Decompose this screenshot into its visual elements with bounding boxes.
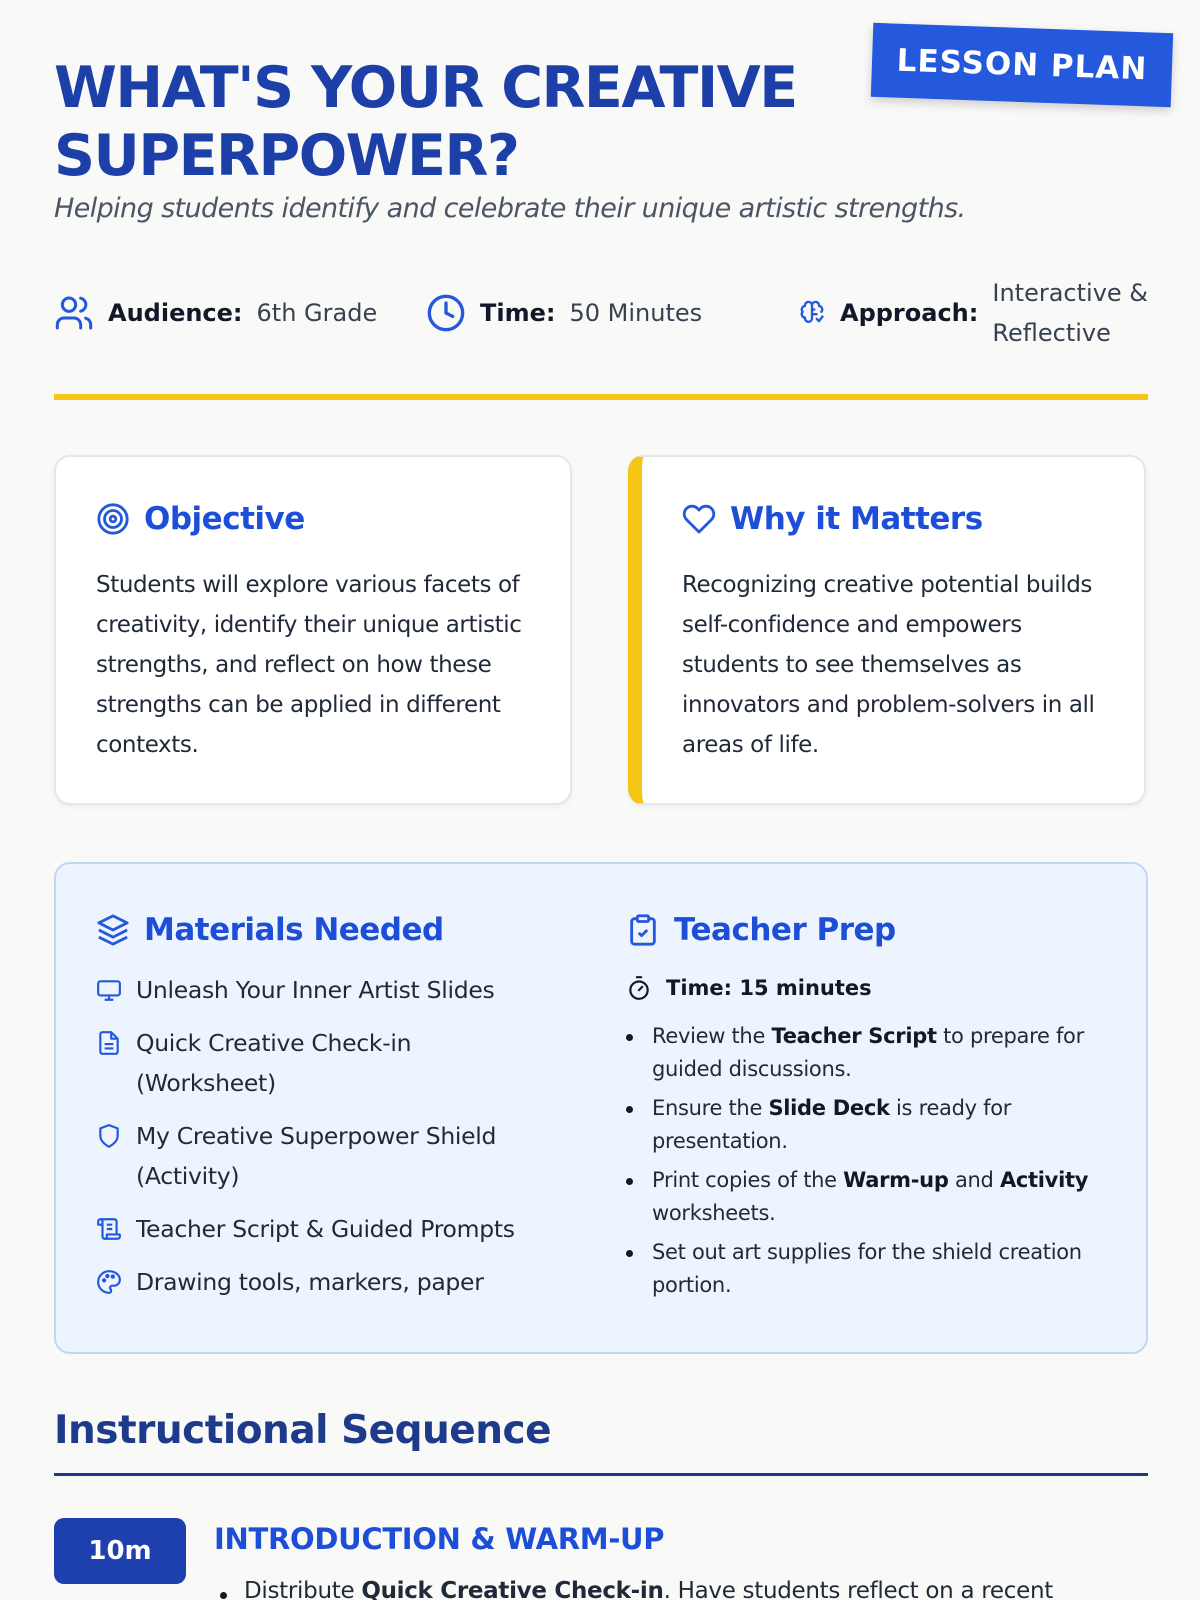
list-item [96,1116,556,1196]
users-icon [54,293,94,333]
list-item [96,970,556,1010]
objective-card [54,455,572,805]
materials-prep-panel [54,862,1148,1354]
palette-icon [96,1262,122,1302]
materials-section [96,908,556,1315]
lesson-plan-page [54,0,1148,1600]
prep-title: Teacher Prep [674,912,896,948]
shield-icon [96,1116,122,1156]
list-item: Review the Teacher Script to prepare for guided discussions. [626,1020,1106,1086]
why-text: Recognizing creative potential builds self-confidence and empowers students to see themselves as innovators and problem-solvers in all areas of life. [682,572,1095,758]
scroll-icon [96,1209,122,1249]
clipboard-check-icon [626,913,660,947]
approach-label: Approach: [840,299,979,327]
time-value: 50 Minutes [569,299,703,327]
document-icon [96,1023,122,1063]
objective-text: Students will explore various facets of creativity, identify their unique artistic strengths, and reflect on how these strengths can be applied in different contexts. [96,572,522,758]
header-divider [54,394,1148,400]
title-line-1: WHAT'S YOUR CREATIVE [54,55,797,121]
list-item [96,1262,556,1302]
layers-icon [96,913,130,947]
objective-title: Objective [144,501,305,537]
meta-approach [798,278,1152,348]
sequence-title: Instructional Sequence [54,1408,552,1453]
brain-icon [798,299,826,327]
prep-time-text: Time: 15 minutes [666,976,872,1000]
meta-audience [54,278,377,348]
audience-value: 6th Grade [256,299,378,327]
step-bullet: Distribute Quick Creative Check-in. Have students reflect on a recent [214,1578,1148,1600]
prep-time [626,970,1106,1006]
material-label: My Creative Superpower Shield (Activity) [136,1122,497,1190]
stopwatch-icon [626,975,652,1001]
list-item: Print copies of the Warm-up and Activity worksheets. [626,1164,1106,1230]
list-item [96,1023,556,1103]
list-item: Ensure the Slide Deck is ready for presentation. [626,1092,1106,1158]
material-label: Unleash Your Inner Artist Slides [136,976,495,1004]
why-title: Why it Matters [730,501,983,537]
material-label: Drawing tools, markers, paper [136,1268,484,1296]
step-title: INTRODUCTION & WARM-UP [214,1522,665,1556]
material-label: Teacher Script & Guided Prompts [136,1215,515,1243]
page-subtitle: Helping students identify and celebrate their unique artistic strengths. [54,193,966,224]
page-title [54,54,834,190]
why-it-matters-card [628,455,1146,805]
sequence-divider [54,1473,1148,1476]
time-label: Time: [480,299,556,327]
clock-icon [426,293,466,333]
material-label: Quick Creative Check-in (Worksheet) [136,1029,412,1097]
target-icon [96,502,130,536]
lesson-plan-badge: LESSON PLAN [871,23,1173,107]
audience-label: Audience: [108,299,243,327]
list-item [96,1209,556,1249]
approach-value: Interactive & Reflective [992,279,1148,347]
monitor-icon [96,970,122,1010]
title-line-2: SUPERPOWER? [54,123,519,189]
step-duration-badge: 10m [54,1518,186,1584]
materials-title: Materials Needed [144,912,444,948]
list-item: Set out art supplies for the shield creation portion. [626,1236,1106,1302]
heart-icon [682,502,716,536]
meta-time [426,278,702,348]
teacher-prep-section [626,908,1106,1308]
